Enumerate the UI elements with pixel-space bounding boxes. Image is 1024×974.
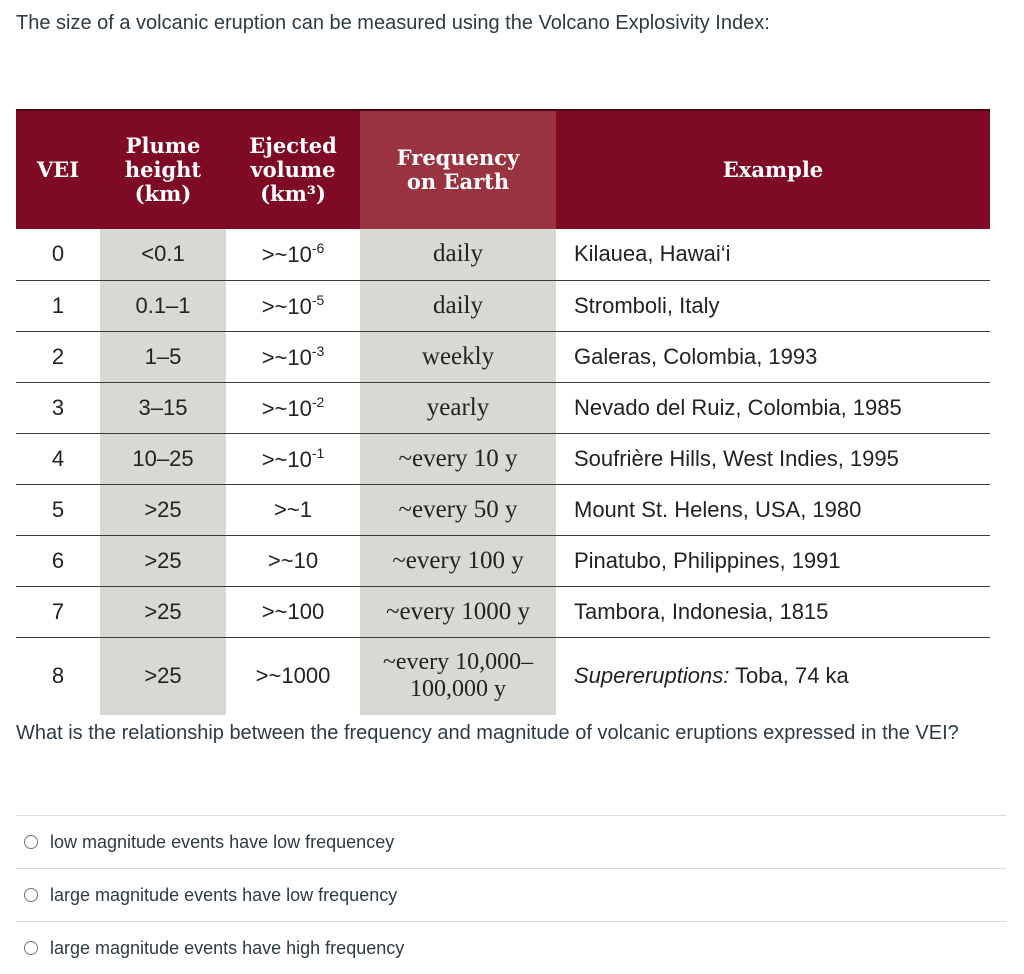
intro-text: The size of a volcanic eruption can be measured using the Volcano Explosivity Index: <box>16 12 770 34</box>
plume-height-cell: 0.1–1 <box>100 280 226 331</box>
ejected-volume-cell <box>226 535 360 586</box>
answer-option-label: low magnitude events have low frequencey <box>50 831 395 852</box>
example-cell <box>556 484 990 535</box>
example-text: Galeras, Colombia, 1993 <box>574 343 818 369</box>
vei-cell: 6 <box>16 535 100 586</box>
header-frequency: Frequency on Earth <box>360 110 556 229</box>
ejected-volume-cell <box>226 637 360 715</box>
frequency-line: ~every 10 y <box>398 444 518 472</box>
example-text: Mount St. Helens, USA, 1980 <box>574 496 862 522</box>
example-italic: Supereruptions: <box>574 663 730 689</box>
frequency-line: ~every 100 y <box>392 546 524 574</box>
volume-base: >~10 <box>261 293 312 319</box>
table-row <box>16 586 990 637</box>
volume-base: >~10 <box>261 446 312 472</box>
volume-base: >~10 <box>261 395 312 421</box>
table-row <box>16 535 990 586</box>
volume-base: >~10 <box>267 547 319 573</box>
answer-option[interactable] <box>16 921 1006 974</box>
volume-base: >~1000 <box>255 663 331 689</box>
volume-exponent: -5 <box>311 291 325 308</box>
volume-base: >~10 <box>261 344 312 370</box>
frequency-cell <box>360 535 556 586</box>
table-row <box>16 229 990 280</box>
plume-height-cell: >25 <box>100 484 226 535</box>
frequency-line: ~every 50 y <box>398 495 518 523</box>
ejected-volume-cell <box>226 229 360 280</box>
plume-height-cell: <0.1 <box>100 229 226 280</box>
volume-exponent: -1 <box>311 444 325 461</box>
plume-height-cell: 1–5 <box>100 331 226 382</box>
table-row <box>16 331 990 382</box>
frequency-line: weekly <box>421 342 495 370</box>
plume-height-cell: 10–25 <box>100 433 226 484</box>
example-cell <box>556 433 990 484</box>
vei-cell: 2 <box>16 331 100 382</box>
table-row <box>16 637 990 715</box>
ejected-volume-cell <box>226 433 360 484</box>
table-header-row <box>16 110 990 229</box>
radio-button[interactable] <box>24 941 38 955</box>
table-row <box>16 433 990 484</box>
example-cell <box>556 382 990 433</box>
frequency-line: daily <box>433 240 483 268</box>
frequency-line: yearly <box>426 393 490 421</box>
frequency-cell <box>360 331 556 382</box>
example-cell <box>556 331 990 382</box>
frequency-line: 100,000 y <box>410 676 506 703</box>
vei-cell: 5 <box>16 484 100 535</box>
answer-option[interactable] <box>16 815 1006 868</box>
example-text: Soufrière Hills, West Indies, 1995 <box>574 445 899 471</box>
ejected-volume-cell <box>226 484 360 535</box>
volume-base: >~10 <box>261 242 312 268</box>
question-text: What is the relationship between the frequency and magnitude of volcanic eruptions expressed in the VEI? <box>16 722 959 744</box>
example-cell <box>556 535 990 586</box>
frequency-line: ~every 1000 y <box>385 597 531 625</box>
table-row <box>16 280 990 331</box>
example-text: Kilauea, Hawai‘i <box>574 241 731 267</box>
volume-exponent: -2 <box>311 393 325 410</box>
answer-option[interactable] <box>16 868 1006 921</box>
table-row <box>16 382 990 433</box>
example-cell <box>556 280 990 331</box>
answer-options <box>16 815 1006 974</box>
volume-base: >~1 <box>274 496 312 522</box>
ejected-volume-cell <box>226 280 360 331</box>
example-text: Toba, 74 ka <box>729 663 849 689</box>
answer-option-label: large magnitude events have high frequency <box>50 937 405 958</box>
frequency-line: daily <box>433 291 483 319</box>
plume-height-cell: 3–15 <box>100 382 226 433</box>
ejected-volume-cell <box>226 382 360 433</box>
frequency-cell <box>360 433 556 484</box>
example-text: Tambora, Indonesia, 1815 <box>574 598 829 624</box>
header-plume-height: Plume height (km) <box>100 110 226 229</box>
header-example: Example <box>556 110 990 229</box>
ejected-volume-cell <box>226 586 360 637</box>
frequency-cell <box>360 382 556 433</box>
frequency-cell <box>360 280 556 331</box>
plume-height-cell: >25 <box>100 637 226 715</box>
vei-table <box>16 109 990 715</box>
vei-cell: 3 <box>16 382 100 433</box>
radio-button[interactable] <box>24 835 38 849</box>
frequency-cell <box>360 637 556 715</box>
header-ejected-volume: Ejected volume (km³) <box>226 110 360 229</box>
example-cell <box>556 229 990 280</box>
example-cell <box>556 586 990 637</box>
vei-cell: 4 <box>16 433 100 484</box>
header-vei: VEI <box>16 110 100 229</box>
volume-exponent: -6 <box>311 240 325 257</box>
ejected-volume-cell <box>226 331 360 382</box>
frequency-cell <box>360 586 556 637</box>
frequency-cell <box>360 484 556 535</box>
example-cell <box>556 637 990 715</box>
vei-cell: 7 <box>16 586 100 637</box>
example-text: Nevado del Ruiz, Colombia, 1985 <box>574 394 902 420</box>
example-text: Pinatubo, Philippines, 1991 <box>574 547 841 573</box>
plume-height-cell: >25 <box>100 535 226 586</box>
volume-base: >~100 <box>261 598 325 624</box>
table-row <box>16 484 990 535</box>
answer-option-label: large magnitude events have low frequency <box>50 884 398 905</box>
frequency-cell <box>360 229 556 280</box>
vei-cell: 0 <box>16 229 100 280</box>
frequency-line: ~every 10,000– <box>382 648 534 675</box>
example-text: Stromboli, Italy <box>574 292 720 318</box>
plume-height-cell: >25 <box>100 586 226 637</box>
vei-cell: 1 <box>16 280 100 331</box>
vei-cell: 8 <box>51 663 65 689</box>
volume-exponent: -3 <box>311 342 325 359</box>
radio-button[interactable] <box>24 888 38 902</box>
